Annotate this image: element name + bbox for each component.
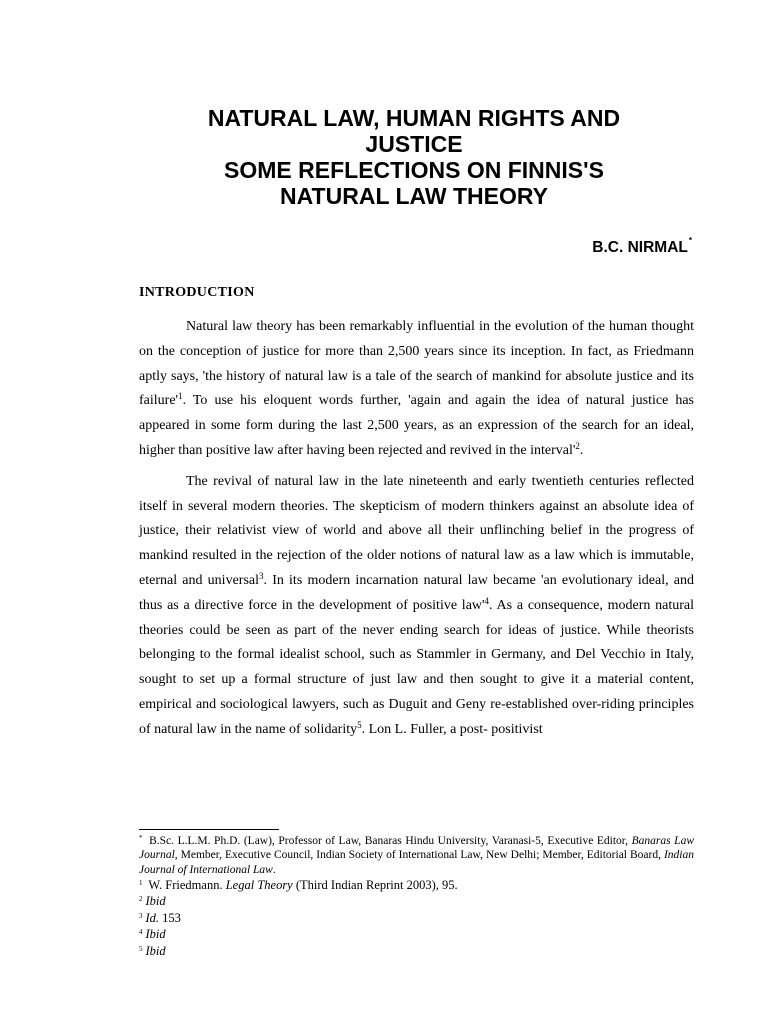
- paragraph-2-text-a: The revival of natural law in the late nineteenth and early twentieth centuries reflected itself in several modern theories. The skepticism of modern thinkers against an absolute idea of justice, their relativist view of world and above all their unflinching belief in the progress of mankind resulted in the rejection of the older notions of natural law as a law which is immutable, eternal and universal: [139, 473, 694, 588]
- footnote-text: Ibid: [145, 894, 166, 909]
- footnote-1: [139, 877, 694, 894]
- footnote-ref-4: 4: [484, 595, 490, 606]
- footnote-text: Ibid: [145, 927, 166, 942]
- footnote-ref-3: 3: [259, 570, 264, 581]
- footnote-text: Id.: [145, 910, 160, 925]
- footnote-text: W. Friedmann.: [145, 877, 226, 892]
- paragraph-1: [139, 315, 694, 464]
- paragraph-2-text-c: . As a consequence, modern natural theories could be seen as part of the never ending search for ideas of justice. While theorists belonging to the formal idealist school, such as Stammler in Germany, and Del Vecchio in Italy, sought to set up a formal structure of just law and then sought to give it a material content, empirical and sociological lawyers, such as Duguit and Geny re-established over-riding principles of natural law in the name of solidarity: [139, 597, 694, 737]
- footnote-journal-title: Banaras Law Journal: [139, 835, 694, 862]
- footnote-marker: 4: [139, 928, 143, 937]
- paragraph-2-text-b: . In its modern incarnation natural law became 'an evolutionary ideal, and thus as a directive force in the development of positive law': [139, 572, 694, 613]
- title-line-1: NATURAL LAW, HUMAN RIGHTS AND: [207, 105, 621, 131]
- footnote-ref-2: 2: [575, 440, 580, 451]
- footnote-marker: *: [139, 834, 143, 842]
- footnote-ref-1: 1: [178, 391, 183, 402]
- footnote-marker: 2: [139, 895, 143, 904]
- footnote-2: [139, 893, 694, 910]
- footnote-ref-5: 5: [357, 719, 362, 730]
- footnote-text: .: [272, 863, 276, 876]
- footnote-marker: 3: [139, 911, 143, 920]
- paragraph-2-text-d: . Lon L. Fuller, a post- positivist: [361, 721, 543, 737]
- footnote-3: [139, 910, 694, 927]
- body-text: [139, 315, 694, 749]
- footnote-text: , Member, Executive Council, Indian Society of International Law, New Delhi; Member, Editorial Board,: [174, 849, 664, 862]
- paragraph-1-text-c: .: [579, 442, 584, 458]
- footnotes: [139, 834, 694, 959]
- title-line-3: SOME REFLECTIONS ON FINNIS'S: [224, 157, 604, 183]
- author-name: B.C. NIRMAL: [592, 239, 688, 256]
- footnote-book-title: Legal Theory: [225, 877, 293, 892]
- footnote-4: [139, 926, 694, 943]
- author-byline: [592, 236, 692, 257]
- footnote-text: B.Sc. L.L.M. Ph.D. (Law), Professor of Law, Banaras Hindu University, Varanasi-5, Executive Editor,: [145, 835, 632, 847]
- footnote-text: (Third Indian Reprint 2003), 95.: [292, 877, 458, 892]
- paragraph-2: [139, 470, 694, 743]
- author-footnote-marker: *: [688, 236, 692, 245]
- footnote-marker: 1: [139, 878, 143, 887]
- footnote-marker: 5: [139, 944, 143, 953]
- footnote-5: [139, 943, 694, 960]
- footnote-author: [139, 834, 694, 877]
- footnote-text: 153: [159, 910, 181, 925]
- footnote-journal-title: Indian Journal of International Law: [139, 849, 694, 876]
- title-line-4: NATURAL LAW THEORY: [280, 183, 548, 209]
- paragraph-1-text-a: Natural law theory has been remarkably influential in the evolution of the human thought on the conception of justice for more than 2,500 years since its inception. In fact, as Friedmann aptly says, 'the history of natural law is a tale of the search of mankind for absolute justice and its failure': [139, 319, 694, 409]
- title-line-2: JUSTICE: [365, 131, 463, 157]
- footnote-divider: [139, 829, 279, 830]
- article-title: [140, 105, 688, 209]
- footnote-text: Ibid: [145, 943, 166, 958]
- paragraph-1-text-b: . To use his eloquent words further, 'again and again the idea of natural justice has appeared in some form during the last 2,500 years, as an expression of the search for an ideal, higher than positive law after having been rejected and revived in the interval': [139, 393, 694, 458]
- section-heading: INTRODUCTION: [139, 285, 255, 300]
